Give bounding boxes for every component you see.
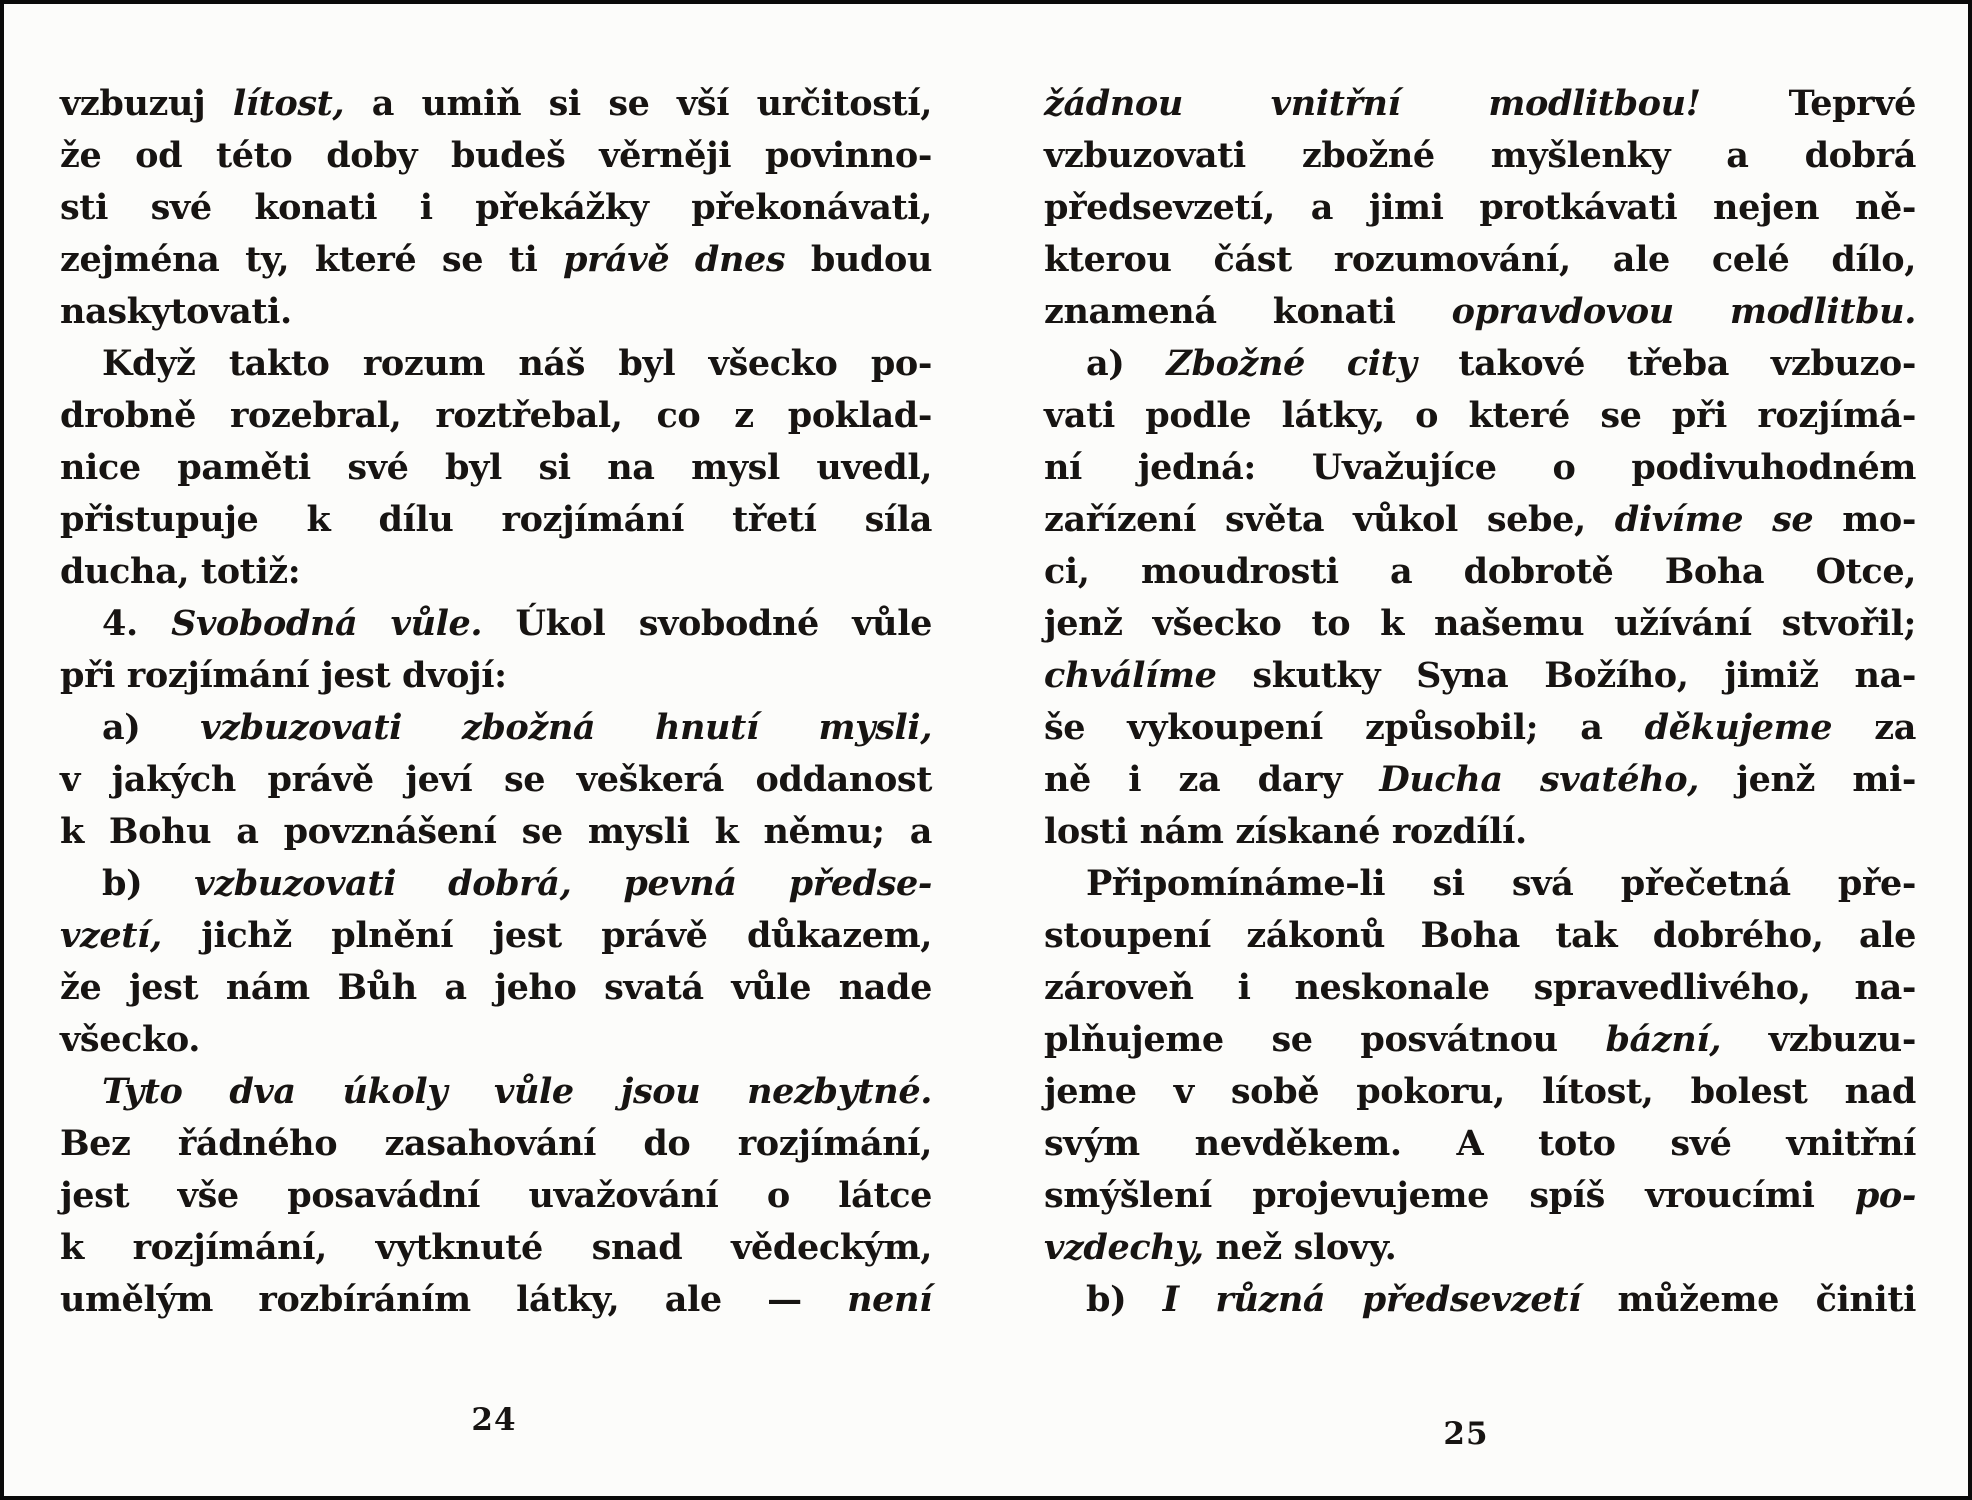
body-text: stoupení zákonů Boha tak dobrého, ale <box>1044 915 1916 956</box>
body-text: b) <box>1086 1279 1163 1320</box>
text-line <box>1044 1066 1916 1118</box>
text-line <box>1044 1118 1916 1170</box>
body-text: k rozjímání, vytknuté snad vědeckým, <box>60 1227 932 1268</box>
italic-text: Tyto dva úkoly vůle jsou nezbytné. <box>102 1071 932 1112</box>
body-text: Teprvé <box>1700 83 1916 124</box>
text-line <box>1044 1222 1916 1274</box>
body-text: naskytovati. <box>60 291 292 332</box>
text-line <box>60 442 932 494</box>
body-text: mo- <box>1813 499 1916 540</box>
body-text: že jest nám Bůh a jeho svatá vůle nade <box>60 967 932 1008</box>
body-text: přistupuje k dílu rozjímání třetí síla <box>60 499 932 540</box>
italic-text: po- <box>1854 1175 1916 1216</box>
text-line <box>1044 650 1916 702</box>
body-text: umělým rozbíráním látky, ale — <box>60 1279 848 1320</box>
text-line <box>60 78 932 130</box>
text-line <box>1044 702 1916 754</box>
body-text: sti své konati i překážky překonávati, <box>60 187 932 228</box>
page-number-left: 24 <box>471 1402 517 1438</box>
body-text: že od této doby budeš věrněji povinno- <box>60 135 932 176</box>
text-line <box>60 1118 932 1170</box>
body-text: v jakých právě jeví se veškerá oddanost <box>60 759 932 800</box>
text-line <box>60 130 932 182</box>
text-line <box>60 598 932 650</box>
body-text: še vykoupení způsobil; a <box>1044 707 1645 748</box>
body-text: ducha, totiž: <box>60 551 301 592</box>
text-line <box>60 1222 932 1274</box>
text-line <box>1044 598 1916 650</box>
body-text: ci, moudrosti a dobrotě Boha Otce, <box>1044 551 1916 592</box>
body-text: 4. <box>102 603 172 644</box>
body-text: smýšlení projevujeme spíš vroucími <box>1044 1175 1855 1216</box>
body-text: budou <box>785 239 932 280</box>
body-text: při rozjímání jest dvojí: <box>60 655 507 696</box>
body-text: vati podle látky, o které se při rozjímá- <box>1044 395 1916 436</box>
body-text: než slovy. <box>1203 1227 1397 1268</box>
text-line <box>1044 286 1916 338</box>
body-text: svým nevděkem. A toto své vnitřní <box>1044 1123 1916 1164</box>
body-text: za <box>1832 707 1917 748</box>
body-text: Připomínáme-li si svá přečetná pře- <box>1086 863 1916 904</box>
body-text: takové třeba vzbuzo- <box>1416 343 1916 384</box>
body-text: ně i za dary <box>1044 759 1380 800</box>
text-line <box>60 754 932 806</box>
text-line <box>1044 494 1916 546</box>
body-text: Když takto rozum náš byl všecko po- <box>102 343 932 384</box>
text-line <box>60 494 932 546</box>
text-line <box>60 806 932 858</box>
body-text: předsevzetí, a jimi protkávati nejen ně- <box>1044 187 1916 228</box>
text-line <box>60 1274 932 1326</box>
text-line <box>60 234 932 286</box>
italic-text: není <box>847 1279 932 1320</box>
text-line <box>1044 182 1916 234</box>
italic-text: vzetí, <box>60 915 162 956</box>
body-text: a) <box>1086 343 1167 384</box>
body-text: můžeme činiti <box>1580 1279 1916 1320</box>
text-line <box>1044 390 1916 442</box>
body-text: drobně rozebral, roztřebal, co z poklad- <box>60 395 932 436</box>
italic-text: chválíme <box>1044 655 1217 696</box>
italic-text: vzbuzovati dobrá, pevná předse- <box>194 863 932 904</box>
page-number-right: 25 <box>1443 1416 1489 1452</box>
text-line <box>1044 806 1916 858</box>
body-text: k Bohu a povznášení se mysli k němu; a <box>60 811 932 852</box>
italic-text: bázní, <box>1605 1019 1722 1060</box>
text-line <box>1044 78 1916 130</box>
text-line <box>1044 1014 1916 1066</box>
text-line <box>60 546 932 598</box>
body-text: vzbuzovati zbožné myšlenky a dobrá <box>1044 135 1916 176</box>
body-text: b) <box>102 863 195 904</box>
text-line <box>1044 1274 1916 1326</box>
text-line <box>60 390 932 442</box>
text-line <box>1044 130 1916 182</box>
body-text: a umiň si se vší určitostí, <box>344 83 932 124</box>
text-line <box>60 1014 932 1066</box>
text-line <box>60 962 932 1014</box>
body-text: jeme v sobě pokoru, lítost, bolest nad <box>1044 1071 1916 1112</box>
text-line <box>60 702 932 754</box>
text-line <box>1044 754 1916 806</box>
body-text: vzbuzu- <box>1721 1019 1916 1060</box>
text-line <box>60 650 932 702</box>
italic-text: lítost, <box>232 83 345 124</box>
italic-text: vzdechy, <box>1044 1227 1204 1268</box>
body-text: vzbuzuj <box>60 83 233 124</box>
text-line <box>1044 546 1916 598</box>
italic-text: I různá předsevzetí <box>1162 1279 1581 1320</box>
text-line <box>60 858 932 910</box>
text-line <box>1044 234 1916 286</box>
body-text: plňujeme se posvátnou <box>1044 1019 1606 1060</box>
text-line <box>1044 442 1916 494</box>
text-line <box>1044 858 1916 910</box>
body-text: a) <box>102 707 201 748</box>
body-text: všecko. <box>60 1019 200 1060</box>
body-text: kterou část rozumování, ale celé dílo, <box>1044 239 1916 280</box>
body-text: ní jedná: Uvažujíce o podivuhodném <box>1044 447 1916 488</box>
text-line <box>60 1170 932 1222</box>
italic-text: právě dnes <box>563 239 786 280</box>
body-text: znamená konati <box>1044 291 1452 332</box>
italic-text: děkujeme <box>1644 707 1833 748</box>
page-24-text <box>60 78 932 1326</box>
body-text: nice paměti své byl si na mysl uvedl, <box>60 447 932 488</box>
italic-text: divíme se <box>1614 499 1814 540</box>
text-line <box>1044 338 1916 390</box>
text-line <box>60 1066 932 1118</box>
page-25-text <box>1044 78 1916 1326</box>
body-text: skutky Syna Božího, jimiž na- <box>1216 655 1916 696</box>
italic-text: žádnou vnitřní modlitbou! <box>1044 83 1701 124</box>
body-text: losti nám získané rozdílí. <box>1044 811 1527 852</box>
italic-text: Svobodná vůle. <box>171 603 483 644</box>
body-text: Úkol svobodné vůle <box>482 603 932 644</box>
body-text: jenž mi- <box>1698 759 1916 800</box>
text-line <box>60 286 932 338</box>
body-text: jichž plnění jest právě důkazem, <box>161 915 932 956</box>
body-text: jest vše posavádní uvažování o látce <box>60 1175 932 1216</box>
italic-text: Ducha svatého, <box>1379 759 1699 800</box>
body-text: jenž všecko to k našemu užívání stvořil; <box>1044 603 1916 644</box>
italic-text: vzbuzovati zbožná hnutí mysli, <box>200 707 932 748</box>
body-text: zároveň i neskonale spravedlivého, na- <box>1044 967 1916 1008</box>
italic-text: opravdovou modlitbu. <box>1451 291 1916 332</box>
body-text: zejména ty, které se ti <box>60 239 564 280</box>
italic-text: Zbožné city <box>1166 343 1417 384</box>
text-line <box>60 338 932 390</box>
text-line <box>1044 910 1916 962</box>
body-text: Bez řádného zasahování do rozjímání, <box>60 1123 932 1164</box>
text-line <box>60 910 932 962</box>
text-line <box>60 182 932 234</box>
text-line <box>1044 962 1916 1014</box>
body-text: zařízení světa vůkol sebe, <box>1044 499 1615 540</box>
text-line <box>1044 1170 1916 1222</box>
